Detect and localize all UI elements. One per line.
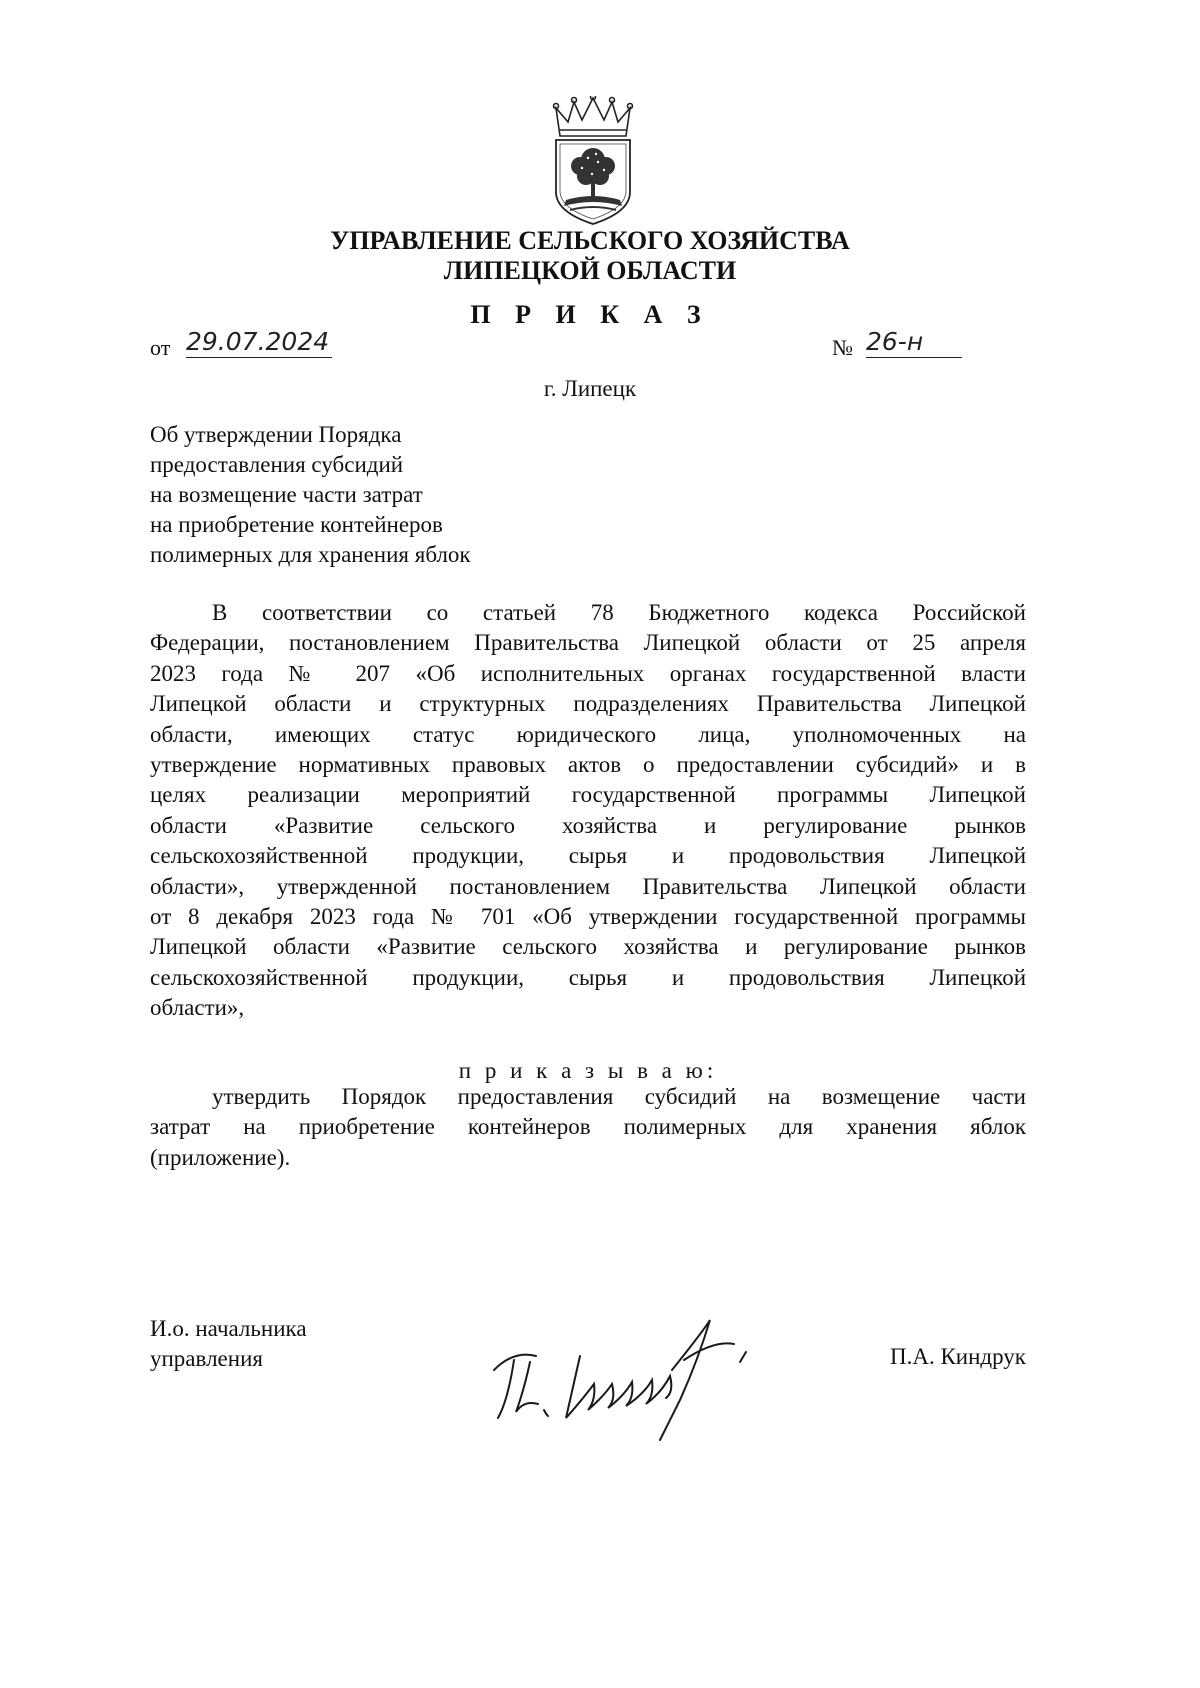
subject-line: на возмещение части затрат (150, 482, 423, 507)
document-city: г. Липецк (543, 376, 637, 401)
coat-of-arms-icon (548, 96, 638, 226)
order-verb: п р и к а з ы в а ю: (458, 1058, 718, 1083)
number-label: № (832, 335, 853, 360)
date-label: от (150, 335, 171, 360)
resolution-line: утвердить Порядок предоставления субсидий на возмещение части (212, 1084, 1026, 1109)
body-line: В соответствии со статьей 78 Бюджетного кодекса Российской (212, 600, 1026, 625)
handwritten-signature-icon (484, 1300, 774, 1450)
body-line: 2023 года № 207 «Об исполнительных органах государственной власти (150, 660, 1026, 686)
organization-name-line2: ЛИПЕЦКОЙ ОБЛАСТИ (443, 256, 737, 285)
signer-name: П.А. Киндрук (889, 1344, 1026, 1369)
body-line: области», утвержденной постановлением Правительства Липецкой области (150, 873, 1026, 899)
document-number: 26-н (866, 327, 962, 358)
body-line: Федерации, постановлением Правительства Липецкой области от 25 апреля (150, 630, 1026, 656)
subject-line: предоставления субсидий (150, 452, 404, 477)
document-date: 29.07.2024 (186, 327, 332, 358)
body-line: Липецкой области и структурных подразделениях Правительства Липецкой (150, 691, 1026, 717)
subject-line: на приобретение контейнеров (150, 512, 443, 537)
body-line: Липецкой области «Развитие сельского хозяйства и регулирование рынков (150, 934, 1026, 960)
organization-name-line1: УПРАВЛЕНИЕ СЕЛЬСКОГО ХОЗЯЙСТВА (330, 226, 850, 255)
resolution-line: затрат на приобретение контейнеров полимерных для хранения яблок (150, 1114, 1026, 1140)
body-line: от 8 декабря 2023 года № 701 «Об утверждении государственной программы (150, 904, 1026, 930)
body-line: области «Развитие сельского хозяйства и регулирование рынков (150, 812, 1026, 838)
signer-position-line1: И.о. начальника (150, 1316, 307, 1341)
resolution-text (150, 1082, 1026, 1173)
body-line: области, имеющих статус юридического лица, уполномоченных на (150, 721, 1026, 747)
document-subject (150, 420, 471, 570)
body-line: области», (150, 995, 245, 1021)
signer-position-line2: управления (150, 1346, 263, 1371)
signer-position (150, 1314, 307, 1374)
body-line: сельскохозяйственной продукции, сырья и продовольствия Липецкой (150, 843, 1026, 869)
subject-line: полимерных для хранения яблок (150, 542, 471, 567)
body-line: утверждение нормативных правовых актов о предоставлении субсидий» и в (150, 752, 1026, 778)
body-line: сельскохозяйственной продукции, сырья и продовольствия Липецкой (150, 964, 1026, 990)
body-line: целях реализации мероприятий государственной программы Липецкой (150, 782, 1026, 808)
document-type-title: П Р И К А З (470, 300, 710, 329)
subject-line: Об утверждении Порядка (150, 422, 402, 447)
document-body (150, 598, 1026, 1024)
resolution-line: (приложение). (150, 1144, 291, 1170)
